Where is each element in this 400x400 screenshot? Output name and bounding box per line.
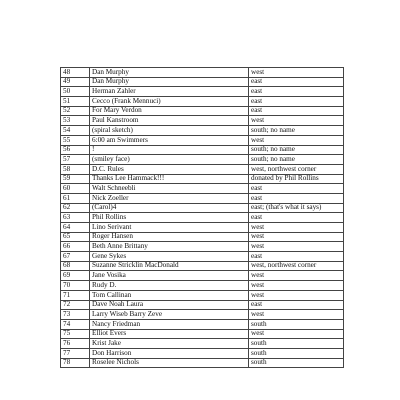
inscription-cell: Herman Zahler xyxy=(90,87,249,97)
table-row xyxy=(61,242,344,252)
table-row xyxy=(61,329,344,339)
row-number-cell: 50 xyxy=(61,87,90,97)
row-number-cell: 48 xyxy=(61,68,90,78)
row-number-cell: 53 xyxy=(61,116,90,126)
location-cell: west xyxy=(249,135,344,145)
location-cell: east xyxy=(249,97,344,107)
table-row xyxy=(61,126,344,136)
location-cell: west xyxy=(249,281,344,291)
location-cell: south xyxy=(249,348,344,358)
inscription-cell: Thanks Lee Hammack!!! xyxy=(90,174,249,184)
table-row xyxy=(61,116,344,126)
inscription-cell: (Carol)4 xyxy=(90,203,249,213)
inscription-cell: (smiley face) xyxy=(90,155,249,165)
location-cell: east xyxy=(249,213,344,223)
row-number-cell: 57 xyxy=(61,155,90,165)
inscription-cell: ! xyxy=(90,145,249,155)
inscription-cell: Tom Callinan xyxy=(90,290,249,300)
inscription-cell: Paul Kanstroom xyxy=(90,116,249,126)
table-row xyxy=(61,145,344,155)
row-number-cell: 58 xyxy=(61,164,90,174)
table-row xyxy=(61,68,344,78)
location-cell: east xyxy=(249,252,344,262)
row-number-cell: 72 xyxy=(61,300,90,310)
table-row xyxy=(61,87,344,97)
table-row xyxy=(61,223,344,233)
inscription-cell: Dave Noah Laura xyxy=(90,300,249,310)
inscription-cell: Beth Anne Brittany xyxy=(90,242,249,252)
location-cell: east xyxy=(249,87,344,97)
table-row xyxy=(61,271,344,281)
inscription-cell: Cecco (Frank Mennuci) xyxy=(90,97,249,107)
location-cell: west xyxy=(249,290,344,300)
row-number-cell: 77 xyxy=(61,348,90,358)
table-row xyxy=(61,300,344,310)
inscription-cell: Suzanne Stricklin MacDonald xyxy=(90,261,249,271)
inscription-cell: Don Harrison xyxy=(90,348,249,358)
row-number-cell: 67 xyxy=(61,252,90,262)
row-number-cell: 78 xyxy=(61,358,90,368)
table-row xyxy=(61,155,344,165)
table-row xyxy=(61,174,344,184)
row-number-cell: 55 xyxy=(61,135,90,145)
inscription-cell: Roselee Nichols xyxy=(90,358,249,368)
row-number-cell: 54 xyxy=(61,126,90,136)
inscription-cell: 6:00 am Swimmers xyxy=(90,135,249,145)
location-cell: west, northwest corner xyxy=(249,261,344,271)
inscription-cell: Jane Vosika xyxy=(90,271,249,281)
row-number-cell: 63 xyxy=(61,213,90,223)
table-row xyxy=(61,164,344,174)
table-row xyxy=(61,319,344,329)
row-number-cell: 69 xyxy=(61,271,90,281)
table-row xyxy=(61,232,344,242)
location-cell: west xyxy=(249,116,344,126)
row-number-cell: 71 xyxy=(61,290,90,300)
table-row xyxy=(61,193,344,203)
inscription-cell: For Mary Verdon xyxy=(90,106,249,116)
location-cell: donated by Phil Rollins xyxy=(249,174,344,184)
table-row xyxy=(61,281,344,291)
row-number-cell: 62 xyxy=(61,203,90,213)
row-number-cell: 73 xyxy=(61,310,90,320)
row-number-cell: 60 xyxy=(61,184,90,194)
table-body xyxy=(61,68,344,368)
table-row xyxy=(61,184,344,194)
row-number-cell: 64 xyxy=(61,223,90,233)
row-number-cell: 68 xyxy=(61,261,90,271)
inscription-cell: Rudy D. xyxy=(90,281,249,291)
location-cell: west xyxy=(249,223,344,233)
table-row xyxy=(61,310,344,320)
inscription-cell: Gene Sykes xyxy=(90,252,249,262)
inscription-cell: Dan Murphy xyxy=(90,68,249,78)
table-row xyxy=(61,97,344,107)
location-cell: west xyxy=(249,271,344,281)
location-cell: east xyxy=(249,193,344,203)
row-number-cell: 49 xyxy=(61,77,90,87)
location-cell: west xyxy=(249,232,344,242)
row-number-cell: 56 xyxy=(61,145,90,155)
row-number-cell: 52 xyxy=(61,106,90,116)
table-row xyxy=(61,203,344,213)
brick-inscription-table xyxy=(60,67,344,368)
location-cell: south xyxy=(249,339,344,349)
row-number-cell: 70 xyxy=(61,281,90,291)
inscription-cell: Dan Murphy xyxy=(90,77,249,87)
location-cell: west xyxy=(249,68,344,78)
location-cell: west xyxy=(249,242,344,252)
row-number-cell: 51 xyxy=(61,97,90,107)
location-cell: south; no name xyxy=(249,145,344,155)
location-cell: south; no name xyxy=(249,155,344,165)
inscription-cell: Walt Schneebli xyxy=(90,184,249,194)
table-row xyxy=(61,213,344,223)
inscription-cell: Nick Zoeller xyxy=(90,193,249,203)
inscription-cell: Roger Hansen xyxy=(90,232,249,242)
location-cell: east xyxy=(249,184,344,194)
inscription-cell: Lino Serivant xyxy=(90,223,249,233)
location-cell: south xyxy=(249,358,344,368)
row-number-cell: 75 xyxy=(61,329,90,339)
table-row xyxy=(61,358,344,368)
location-cell: west, northwest corner xyxy=(249,164,344,174)
table-row xyxy=(61,339,344,349)
location-cell: west xyxy=(249,329,344,339)
location-cell: east xyxy=(249,300,344,310)
location-cell: west xyxy=(249,310,344,320)
inscription-cell: (spiral sketch) xyxy=(90,126,249,136)
table-row xyxy=(61,106,344,116)
inscription-cell: Larry Wiseb Barry Zeve xyxy=(90,310,249,320)
row-number-cell: 66 xyxy=(61,242,90,252)
table-row xyxy=(61,135,344,145)
row-number-cell: 59 xyxy=(61,174,90,184)
location-cell: south; no name xyxy=(249,126,344,136)
location-cell: east; (that's what it says) xyxy=(249,203,344,213)
location-cell: east xyxy=(249,106,344,116)
row-number-cell: 61 xyxy=(61,193,90,203)
inscription-cell: Phil Rollins xyxy=(90,213,249,223)
table-row xyxy=(61,252,344,262)
inscription-cell: Elliot Evers xyxy=(90,329,249,339)
row-number-cell: 74 xyxy=(61,319,90,329)
inscription-cell: D.C. Rules xyxy=(90,164,249,174)
table-row xyxy=(61,348,344,358)
location-cell: south xyxy=(249,319,344,329)
row-number-cell: 65 xyxy=(61,232,90,242)
table-row xyxy=(61,290,344,300)
location-cell: east xyxy=(249,77,344,87)
row-number-cell: 76 xyxy=(61,339,90,349)
inscription-cell: Krist Jake xyxy=(90,339,249,349)
inscription-cell: Nancy Friedman xyxy=(90,319,249,329)
table-row xyxy=(61,77,344,87)
table-row xyxy=(61,261,344,271)
